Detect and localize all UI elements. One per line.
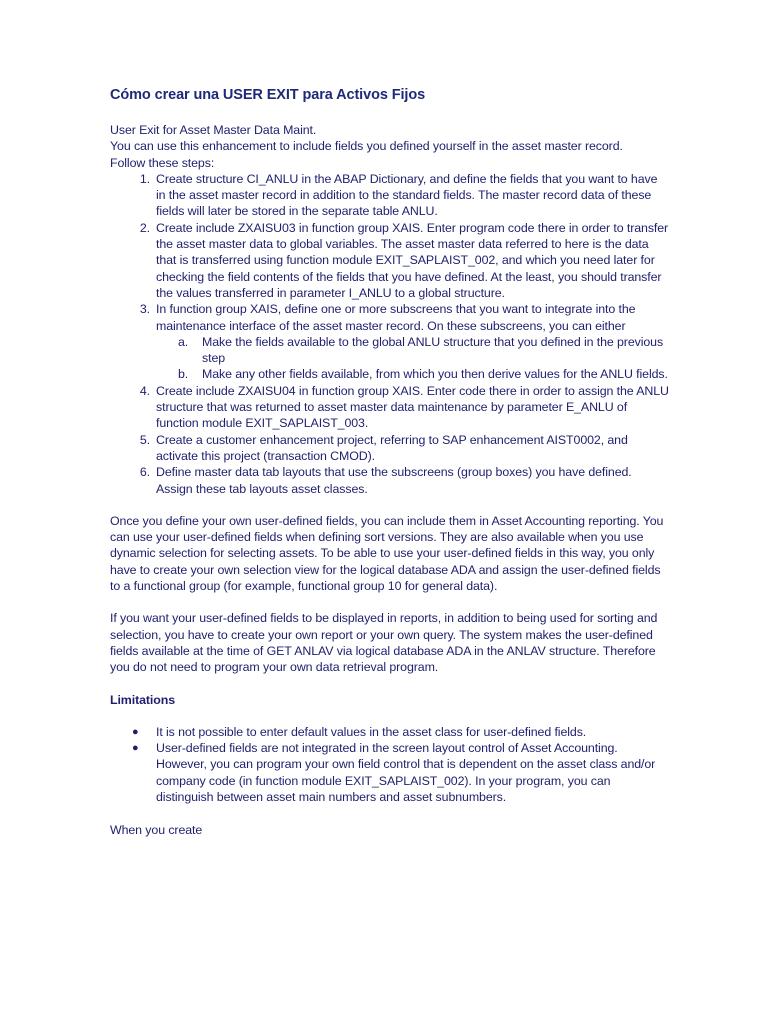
document-page — [110, 85, 670, 839]
step-text: Create a customer enhancement project, referring to SAP enhancement AIST0002, and activate this project (transaction CMOD). — [156, 432, 628, 463]
intro-line-3: Follow these steps: — [110, 155, 215, 170]
limitation-text: User-defined fields are not integrated in the screen layout control of Asset Accounting. However, you can program your own field control that is dependent on the asset class and/or company code (in function module EXIT_SAPLAIST_002). In your program, you can distinguish between asset main numbers and asset subnumbers. — [156, 741, 656, 804]
step-number: 6. — [139, 465, 150, 480]
sub-step-letter: b. — [178, 367, 189, 382]
step-item — [110, 432, 670, 465]
limitation-item — [110, 740, 670, 805]
intro-line-2: You can use this enhancement to include fields you defined yourself in the asset master record. — [110, 139, 623, 154]
bullet-icon: ● — [132, 742, 139, 755]
step-text: In function group XAIS, define one or more subscreens that you want to integrate into the maintenance interface of the asset master record. On these subscreens, you can either — [156, 302, 636, 333]
trailing-text: When you create — [110, 823, 203, 838]
steps-list — [110, 171, 670, 497]
sub-steps-list — [156, 334, 670, 383]
sub-step-text: Make the fields available to the global ANLU structure that you defined in the previous step — [202, 334, 664, 366]
step-number: 5. — [139, 432, 150, 447]
step-item — [110, 383, 670, 432]
step-text: Create include ZXAISU03 in function group XAIS. Enter program code there in order to transfer the asset master data to global variables. The asset master data referred to here is the data that is transferred using function module EXIT_SAPLAIST_002, and which you need later for checking the field contents of the fields that you have defined. At the least, you should transfer the values transferred in parameter I_ANLU to a global structure. — [156, 220, 669, 300]
sub-step-text: Make any other fields available, from which you then derive values for the ANLU fields. — [202, 367, 668, 382]
paragraph-reporting: Once you define your own user-defined fields, you can include them in Asset Accounting reporting. You can use your user-defined fields when defining sort versions. They are also available when you use dynamic selection for selecting assets. To be able to use your user-defined fields in this way, you only have to create your own selection view for the logical database ADA and assign the user-defined fields to a functional group (for example, functional group 10 for general data). — [110, 513, 664, 594]
document-title: Cómo crear una USER EXIT para Activos Fijos — [110, 87, 426, 103]
step-text: Create include ZXAISU04 in function group XAIS. Enter code there in order to assign the ANLU structure that was returned to asset master data maintenance by parameter E_ANLU of function module EXIT_SAPLAIST_003. — [156, 383, 669, 431]
step-number: 3. — [139, 302, 150, 317]
sub-step-letter: a. — [178, 334, 189, 349]
step-item — [110, 464, 670, 497]
paragraph-reports: If you want your user-defined fields to be displayed in reports, in addition to being used for sorting and selection, you have to create your own report or your own query. The system makes the user-defined fields available at the time of GET ANLAV via logical database ADA in the ANLAV structure. Therefore you do not need to program your own data retrieval program. — [110, 611, 658, 675]
intro-line-1: User Exit for Asset Master Data Maint. — [110, 123, 317, 137]
step-item — [110, 301, 670, 382]
limitations-list — [110, 724, 670, 805]
sub-step-item — [156, 334, 670, 367]
step-number: 2. — [139, 220, 150, 235]
step-item — [110, 220, 670, 301]
sub-step-item — [156, 366, 670, 382]
step-text: Define master data tab layouts that use the subscreens (group boxes) you have defined. Assign these tab layouts asset classes. — [156, 465, 632, 496]
bullet-icon: ● — [132, 725, 139, 738]
step-number: 4. — [139, 383, 150, 398]
limitation-text: It is not possible to enter default values in the asset class for user-defined fields. — [156, 724, 587, 739]
step-text: Create structure CI_ANLU in the ABAP Dictionary, and define the fields that you want to have in the asset master record in addition to the standard fields. The master record data of these fields will later be stored in the separate table ANLU. — [156, 171, 658, 219]
step-number: 1. — [139, 171, 150, 186]
step-item — [110, 171, 670, 220]
limitation-item — [110, 724, 670, 740]
limitations-heading: Limitations — [110, 692, 175, 707]
